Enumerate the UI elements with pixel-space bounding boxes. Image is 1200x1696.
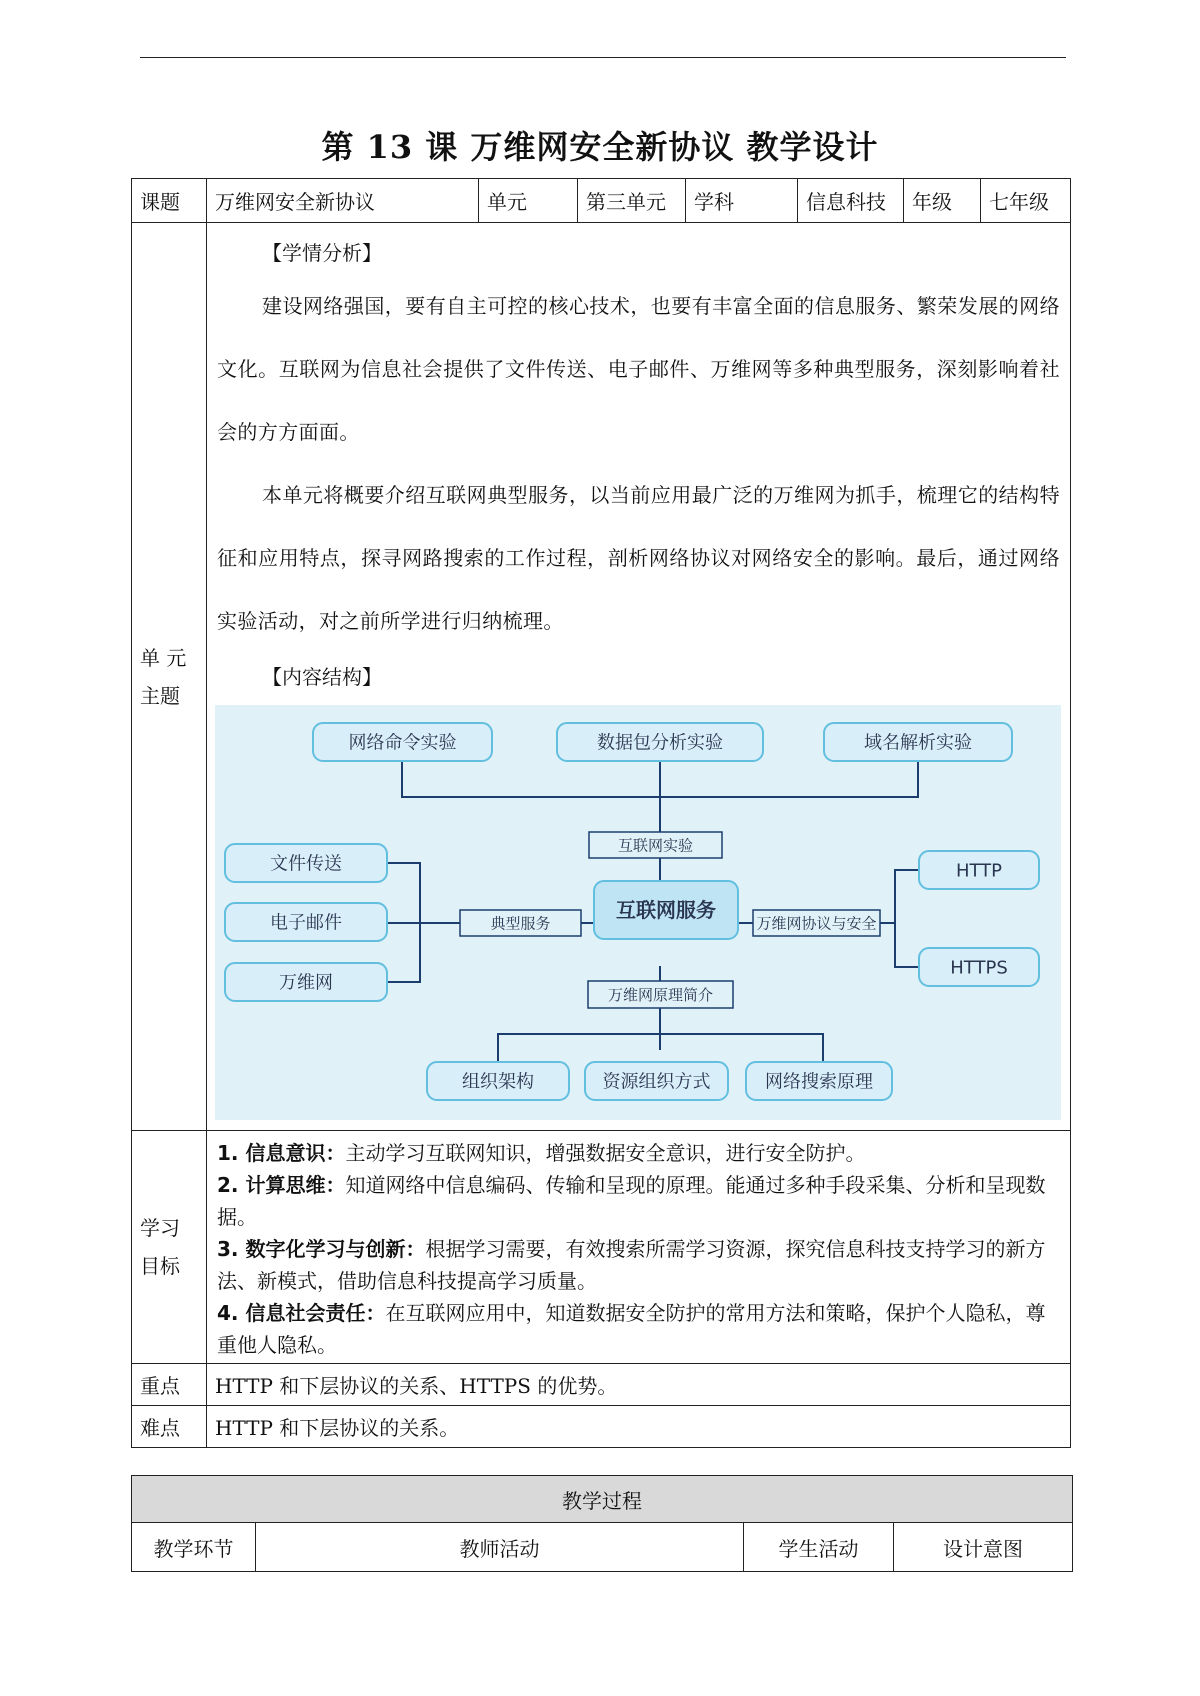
key-point-text: HTTP 和下层协议的关系、HTTPS 的优势。: [207, 1364, 1071, 1406]
goal-text: 在互联网应用中，知道数据安全防护的常用方法和策略，保护个人隐私，尊重他人隐私。: [217, 1301, 1046, 1357]
left-node-2: 电子邮件: [270, 912, 342, 934]
learning-goals-row: [132, 1131, 1071, 1364]
learning-goals-label-line2: 目标: [140, 1254, 180, 1278]
bottom-connector-label: 万维网原理简介: [607, 985, 714, 1004]
goal-item: [217, 1233, 1060, 1297]
difficulty-label: 难点: [132, 1406, 207, 1448]
unit-theme-content: [207, 223, 1071, 1131]
lesson-info-table: [131, 178, 1071, 1448]
teaching-process-header-row: [132, 1523, 1073, 1572]
grade-value: 七年级: [981, 179, 1071, 223]
unit-theme-row: [132, 223, 1071, 1131]
top-connector-label: 互联网实验: [617, 836, 694, 855]
topic-value: 万维网安全新协议: [207, 179, 479, 223]
difficulty-row: [132, 1406, 1071, 1448]
topic-label: 课题: [132, 179, 207, 223]
subject-label: 学科: [686, 179, 798, 223]
bottom-node-2: 资源组织方式: [602, 1071, 711, 1093]
top-node-3: 域名解析实验: [864, 732, 972, 754]
goal-text: 知道网络中信息编码、传输和呈现的原理。能通过多种手段采集、分析和呈现数据。: [217, 1173, 1046, 1229]
header-teacher-activity: 教师活动: [256, 1523, 744, 1572]
right-connector-label: 万维网协议与安全: [756, 914, 877, 933]
info-row: [132, 179, 1071, 223]
left-node-3: 万维网: [279, 972, 333, 994]
subject-value: 信息科技: [798, 179, 904, 223]
header-teaching-step: 教学环节: [132, 1523, 256, 1572]
top-node-2: 数据包分析实验: [597, 732, 723, 754]
grade-label: 年级: [904, 179, 981, 223]
header-rule: [140, 57, 1066, 58]
header-design-intent: 设计意图: [894, 1523, 1073, 1572]
structure-heading: 【内容结构】: [262, 665, 382, 689]
center-node: 互联网服务: [616, 898, 716, 923]
right-node-2: HTTPS: [950, 957, 1008, 979]
difficulty-text: HTTP 和下层协议的关系。: [207, 1406, 1071, 1448]
goal-head: 3. 数字化学习与创新：: [217, 1237, 426, 1261]
goal-head: 4. 信息社会责任：: [217, 1301, 386, 1325]
document-title: 第 13 课 万维网安全新协议 教学设计: [321, 128, 879, 166]
left-connector-label: 典型服务: [490, 914, 551, 933]
top-node-1: 网络命令实验: [348, 732, 457, 754]
header-student-activity: 学生活动: [744, 1523, 894, 1572]
key-point-row: [132, 1364, 1071, 1406]
goal-item: [217, 1169, 1060, 1233]
key-point-label: 重点: [132, 1364, 207, 1406]
bottom-node-1: 组织架构: [462, 1071, 534, 1093]
unit-label: 单元: [479, 179, 578, 223]
goal-item: [217, 1137, 1060, 1169]
goal-head: 2. 计算思维：: [217, 1173, 346, 1197]
learning-goals-label-line1: 学习: [140, 1216, 180, 1240]
left-node-1: 文件传送: [270, 853, 342, 875]
learning-goals-content: [207, 1131, 1071, 1364]
goal-text: 主动学习互联网知识，增强数据安全意识，进行安全防护。: [345, 1141, 866, 1165]
unit-theme-label: [132, 223, 207, 1131]
goal-item: [217, 1297, 1060, 1361]
content-structure-diagram: [215, 705, 1061, 1120]
bottom-node-3: 网络搜索原理: [765, 1071, 873, 1093]
unit-value: 第三单元: [578, 179, 686, 223]
teaching-process-table: [131, 1475, 1073, 1572]
unit-theme-label-line1: 单 元: [140, 645, 187, 670]
analysis-paragraph-2: 本单元将概要介绍互联网典型服务，以当前应用最广泛的万维网为抓手，梳理它的结构特征和应用特点，探寻网路搜索的工作过程，剖析网络协议对网络安全的影响。最后，通过网络实验活动，对之前所学进行归纳梳理。: [217, 483, 1060, 633]
unit-theme-label-line2: 主题: [140, 683, 180, 708]
right-node-1: HTTP: [955, 860, 1003, 882]
goal-text: 根据学习需要，有效搜索所需学习资源，探究信息科技支持学习的新方法、新模式，借助信息科技提高学习质量。: [217, 1237, 1046, 1293]
analysis-paragraph-1: 建设网络强国，要有自主可控的核心技术，也要有丰富全面的信息服务、繁荣发展的网络文化。互联网为信息社会提供了文件传送、电子邮件、万维网等多种典型服务，深刻影响着社会的方方面面。: [217, 294, 1060, 444]
goal-head: 1. 信息意识：: [217, 1141, 346, 1165]
learning-goals-label: [132, 1131, 207, 1364]
teaching-process-title: 教学过程: [132, 1476, 1073, 1523]
analysis-heading: 【学情分析】: [262, 241, 382, 265]
